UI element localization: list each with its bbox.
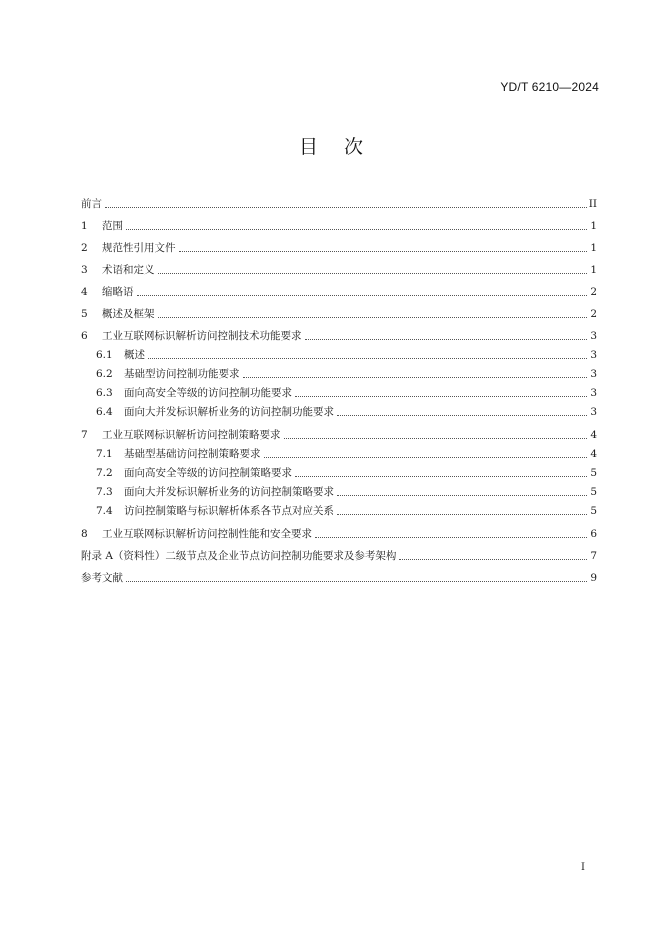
toc-entry-title: 工业互联网标识解析访问控制策略要求 bbox=[102, 429, 281, 441]
toc-entry[interactable] bbox=[81, 518, 597, 541]
toc-entry-title: 基础型访问控制功能要求 bbox=[124, 368, 240, 380]
toc-entry[interactable] bbox=[81, 299, 597, 321]
toc-entry-number: 6.2 bbox=[96, 368, 113, 380]
toc-entry-page: 6 bbox=[590, 528, 597, 540]
toc-entry-page: 3 bbox=[590, 406, 597, 418]
toc-entry[interactable] bbox=[81, 343, 597, 362]
toc-entry-number: 2 bbox=[81, 242, 88, 254]
toc-entry-title: 附录 A（资料性）二级节点及企业节点访问控制功能要求及参考架构 bbox=[81, 550, 397, 562]
toc-entry-title: 工业互联网标识解析访问控制技术功能要求 bbox=[102, 330, 302, 342]
toc-entry-page: 2 bbox=[590, 308, 597, 320]
toc-entry-page: 5 bbox=[590, 467, 597, 479]
toc-entry-number: 6.3 bbox=[96, 387, 113, 399]
toc-entry-number: 7.3 bbox=[96, 486, 113, 498]
toc-leader-dots bbox=[179, 250, 588, 252]
toc-entry-page: 5 bbox=[590, 505, 597, 517]
toc-leader-dots bbox=[158, 316, 588, 318]
page-title: 目次 bbox=[298, 136, 389, 158]
toc-entry[interactable] bbox=[81, 321, 597, 343]
toc-entry[interactable] bbox=[81, 189, 597, 211]
toc-entry-title: 术语和定义 bbox=[102, 264, 155, 276]
page-number: I bbox=[581, 862, 585, 873]
toc-entry-number: 5 bbox=[81, 308, 88, 320]
toc-entry[interactable] bbox=[81, 400, 597, 419]
toc-leader-dots bbox=[243, 376, 588, 378]
toc-entry-page: 2 bbox=[590, 286, 597, 298]
toc-leader-dots bbox=[148, 357, 587, 359]
toc-entry-number: 7 bbox=[81, 429, 88, 441]
toc-entry-page: 1 bbox=[590, 242, 597, 254]
toc-entry-title: 工业互联网标识解析访问控制性能和安全要求 bbox=[102, 528, 312, 540]
toc-leader-dots bbox=[295, 395, 587, 397]
toc-entry-number: 4 bbox=[81, 286, 88, 298]
toc-entry-page: 9 bbox=[590, 572, 597, 584]
toc-entry-page: 3 bbox=[590, 368, 597, 380]
toc-entry-number: 6.1 bbox=[96, 349, 113, 361]
toc-entry-title: 前言 bbox=[81, 198, 102, 210]
toc-leader-dots bbox=[264, 456, 588, 458]
toc-entry-title: 参考文献 bbox=[81, 572, 123, 584]
toc-entry-number: 6.4 bbox=[96, 406, 113, 418]
toc-entry-page: 4 bbox=[590, 429, 597, 441]
toc-entry-page: 5 bbox=[590, 486, 597, 498]
toc-entry[interactable] bbox=[81, 461, 597, 480]
toc-entry-title: 概述及框架 bbox=[102, 308, 155, 320]
toc-leader-dots bbox=[105, 206, 587, 208]
toc-entry-page: II bbox=[588, 198, 597, 210]
toc-entry-title: 概述 bbox=[124, 349, 145, 361]
toc-leader-dots bbox=[337, 414, 587, 416]
toc-entry-page: 1 bbox=[590, 264, 597, 276]
toc-entry[interactable] bbox=[81, 381, 597, 400]
toc-leader-dots bbox=[399, 558, 587, 560]
toc-entry-title: 面向高安全等级的访问控制功能要求 bbox=[124, 387, 292, 399]
toc-leader-dots bbox=[295, 475, 587, 477]
toc-entry-number: 3 bbox=[81, 264, 88, 276]
toc-leader-dots bbox=[126, 580, 587, 582]
toc-entry-title: 缩略语 bbox=[102, 286, 134, 298]
toc-entry-number: 7.1 bbox=[96, 448, 113, 460]
toc-entry-page: 3 bbox=[590, 330, 597, 342]
toc-entry[interactable] bbox=[81, 277, 597, 299]
toc-entry-number: 7.4 bbox=[96, 505, 113, 517]
toc-entry[interactable] bbox=[81, 442, 597, 461]
toc-entry-number: 6 bbox=[81, 330, 88, 342]
toc-leader-dots bbox=[305, 338, 588, 340]
toc-entry-page: 4 bbox=[590, 448, 597, 460]
toc-entry-number: 7.2 bbox=[96, 467, 113, 479]
toc-entry[interactable] bbox=[81, 419, 597, 442]
toc-leader-dots bbox=[284, 437, 588, 439]
toc-leader-dots bbox=[126, 228, 587, 230]
document-code: YD/T 6210—2024 bbox=[500, 80, 599, 94]
toc-entry-title: 面向大并发标识解析业务的访问控制功能要求 bbox=[124, 406, 334, 418]
toc-entry[interactable] bbox=[81, 480, 597, 499]
toc-entry-title: 访问控制策略与标识解析体系各节点对应关系 bbox=[124, 505, 334, 517]
toc-entry-number: 1 bbox=[81, 220, 88, 232]
toc-leader-dots bbox=[337, 513, 587, 515]
toc-entry[interactable] bbox=[81, 499, 597, 518]
toc-entry-title: 面向大并发标识解析业务的访问控制策略要求 bbox=[124, 486, 334, 498]
toc-entry[interactable] bbox=[81, 541, 597, 563]
toc-entry-title: 范围 bbox=[102, 220, 123, 232]
toc-entry[interactable] bbox=[81, 255, 597, 277]
toc-leader-dots bbox=[337, 494, 587, 496]
toc-leader-dots bbox=[158, 272, 588, 274]
toc-entry-title: 基础型基础访问控制策略要求 bbox=[124, 448, 261, 460]
toc-entry-number: 8 bbox=[81, 528, 88, 540]
table-of-contents bbox=[81, 189, 597, 585]
toc-leader-dots bbox=[137, 294, 588, 296]
toc-entry-page: 3 bbox=[590, 349, 597, 361]
toc-entry-page: 3 bbox=[590, 387, 597, 399]
toc-entry[interactable] bbox=[81, 563, 597, 585]
toc-entry-page: 1 bbox=[590, 220, 597, 232]
toc-entry-title: 规范性引用文件 bbox=[102, 242, 176, 254]
toc-entry-page: 7 bbox=[590, 550, 597, 562]
toc-entry[interactable] bbox=[81, 362, 597, 381]
toc-entry[interactable] bbox=[81, 233, 597, 255]
toc-leader-dots bbox=[315, 536, 587, 538]
toc-entry[interactable] bbox=[81, 211, 597, 233]
toc-entry-title: 面向高安全等级的访问控制策略要求 bbox=[124, 467, 292, 479]
